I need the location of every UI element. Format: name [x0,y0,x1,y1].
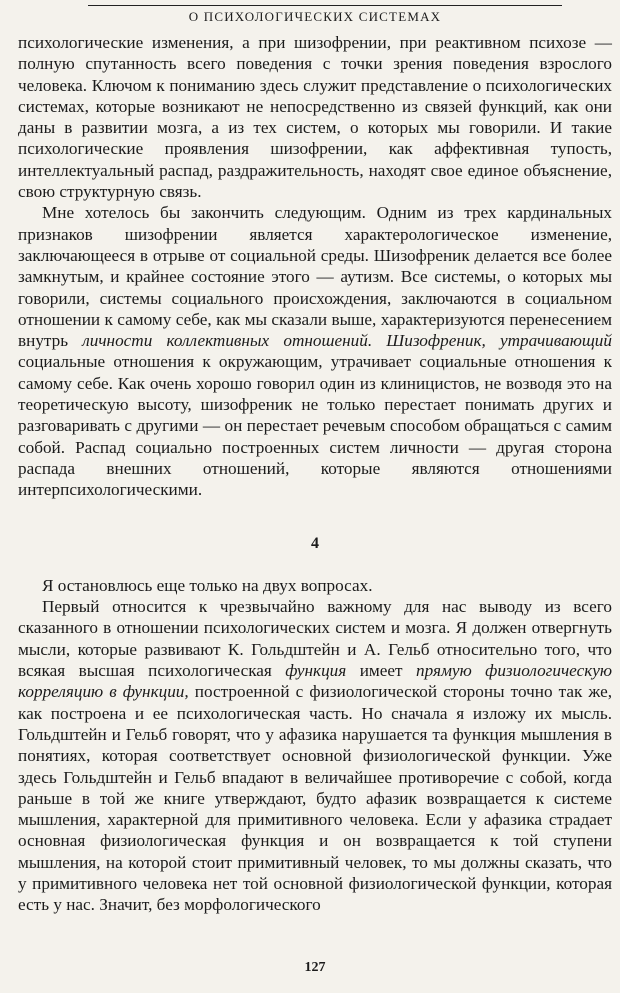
running-head: О ПСИХОЛОГИЧЕСКИХ СИСТЕМАХ [188,9,442,24]
section-number: 4 [311,534,319,552]
paragraph-3: Я остановлюсь еще только на двух вопросах. [42,575,373,595]
body-text [18,32,612,916]
book-page [18,0,612,993]
paragraph-2 [18,202,612,500]
paragraph-2-part-a: Мне хотелось бы закончить следующим. Одним из трех кардинальных признаков шизофрении является характерологическое изменение, заключающееся в отрыве от социальной среды. Шизофреник делается все более замкнутым, и крайнее состояние этого — аутизм. Все системы, о которых мы говорили, системы социального происхождения, заключаются в социальном отношении к самому себе, как мы сказали выше, характеризуются перенесением внутрь [18,203,612,351]
paragraph-2-italic: личности коллективных отношений. Шизофреник, утрачивающий [82,331,612,351]
paragraph-4-part-c: имеет [346,661,417,681]
header-rule [88,5,562,6]
paragraph-4 [18,596,612,915]
paragraph-4-part-e: построенной с физиологической стороны точно так же, как построена и ее психологическая часть. Но сначала я изложу их мысль. Гольдштейн и Гельб говорят, что у афазика нарушается та функция мышления в понятиях, которая соответствует основной физиологической функции. Уже здесь Гольдштейн и Гельб впадают в величайшее противоречие с собой, когда раньше в той же книге утверждают, будто афазик возвращается к системе мышления, характерной для примитивного человека. Если у афазика страдает основная физиологическая функция и он возвращается к той ступени мышления, на которой стоит примитивный человек, то мы должны сказать, что у примитивного человека нет той основной физиологической функции, которая есть у нас. Значит, без морфологического [18,682,612,915]
page-number: 127 [304,960,326,975]
paragraph-1: психологические изменения, а при шизофрении, при реактивном психозе — полную спутанность всего поведения с точки зрения поведения взрослого человека. Ключом к пониманию здесь служит представление о психологических системах, которые возникают не непосредственно из связей функций, как они даны в развитии мозга, а из тех систем, о которых мы говорили. И такие психологические проявления шизофрении, как аффективная тупость, интеллектуальный распад, раздражительность, находят свое единое объяснение, свою структурную связь. [18,33,612,202]
paragraph-4-italic-1: функция [285,661,347,681]
paragraph-4-italic-2: прямую физиологическую корреляцию в функции, [18,661,612,702]
paragraph-4-part-a: Первый относится к чрезвычайно важному для нас выводу из всего сказанного в отношении психологических систем и мозга. Я должен отвергнуть мысли, которые развивают К. Гольдштейн и А. Гельб относительно того, что всякая высшая психологическая [18,597,612,681]
paragraph-2-part-c: социальные отношения к окружающим, утрачивает социальные отношения к самому себе. Как очень хорошо говорил один из клиницистов, не возводя это на теоретическую высоту, шизофреник не только перестает понимать других и разговаривать с другими — он перестает речевым способом обращаться с самим собой. Распад социально построенных систем личности — другая сторона распада внешних отношений, которые являются отношениями интерпсихологическими. [18,352,612,500]
